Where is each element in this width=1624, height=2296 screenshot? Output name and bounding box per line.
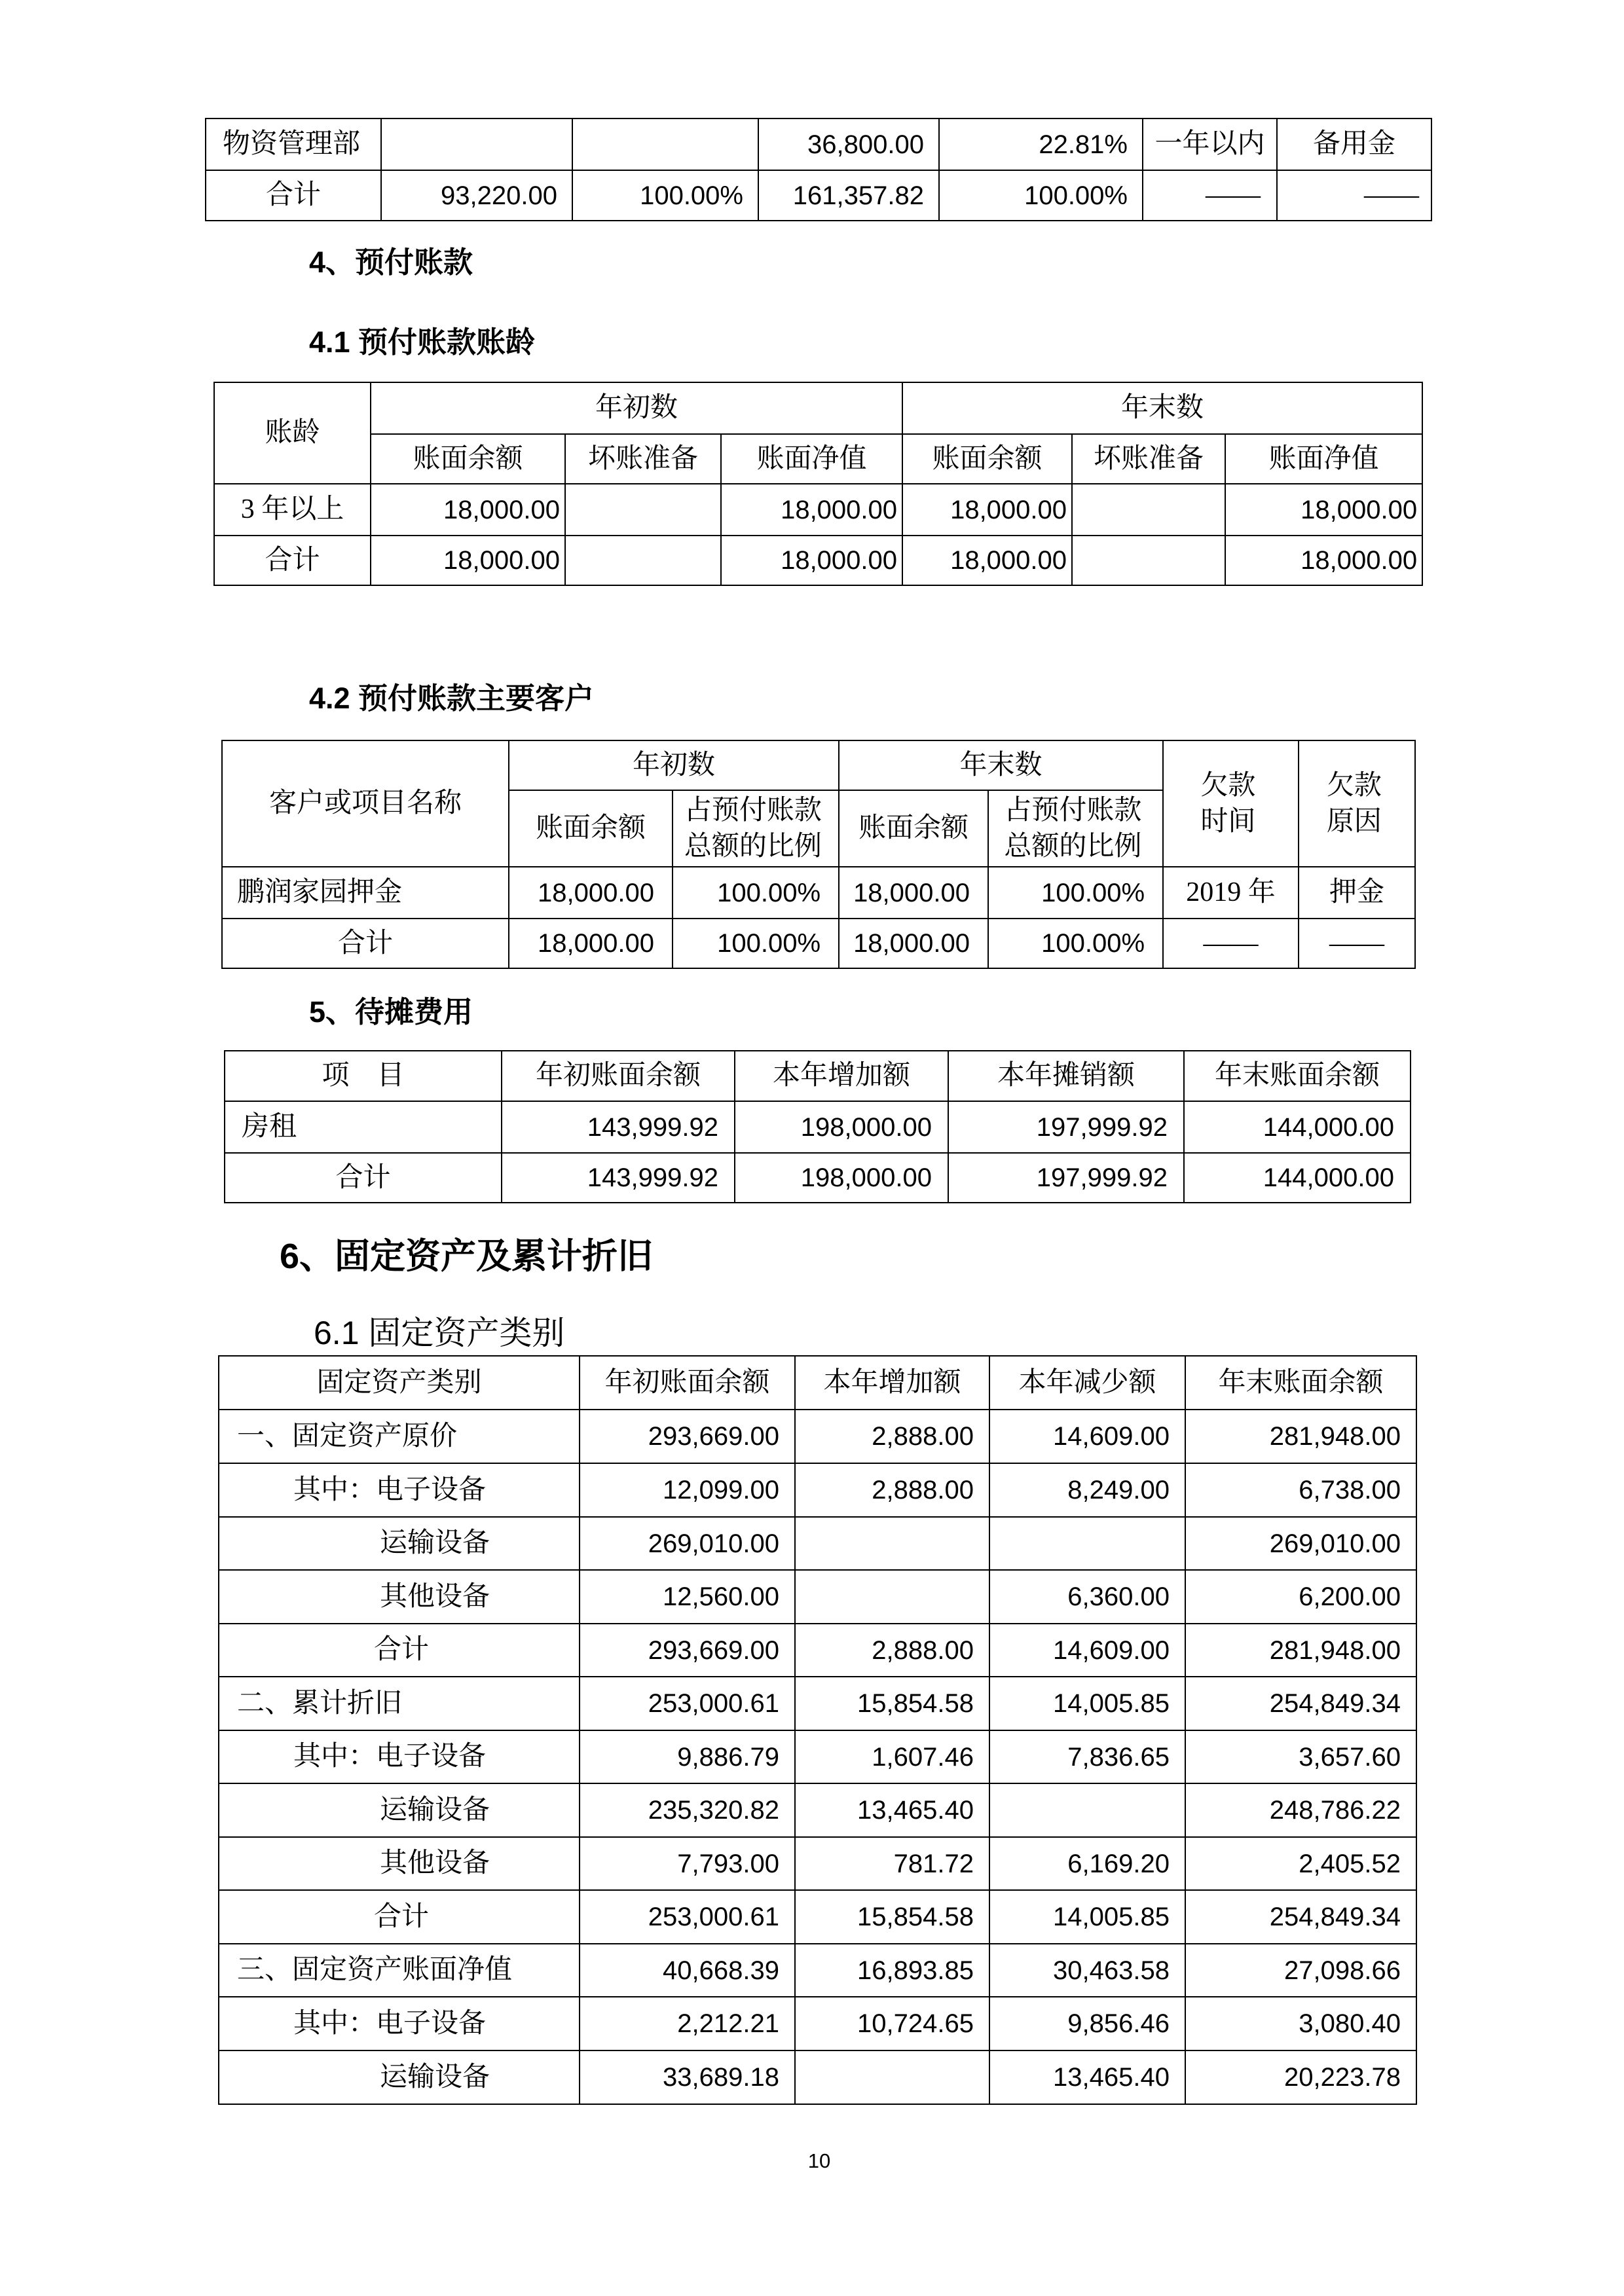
header-cell: [1299, 740, 1415, 867]
row-label: 合计: [225, 1153, 502, 1203]
data-cell: 13,465.40: [795, 1783, 989, 1837]
table-row: [219, 1783, 1416, 1837]
table-row: [206, 170, 1431, 221]
data-cell: [795, 2050, 989, 2104]
data-cell: 15,854.58: [795, 1677, 989, 1730]
table-row: [219, 1997, 1416, 2050]
header-cell: 本年减少额: [989, 1356, 1185, 1410]
header-cell: 账面余额: [509, 790, 673, 867]
data-cell: 押金: [1299, 867, 1415, 919]
data-cell: 18,000.00: [1225, 484, 1422, 536]
data-cell: 100.00%: [988, 867, 1163, 919]
data-cell: 18,000.00: [839, 867, 988, 919]
data-cell: 781.72: [795, 1837, 989, 1890]
header-cell: 客户或项目名称: [222, 740, 509, 867]
table-row: [219, 1730, 1416, 1783]
header-cell: 账面净值: [1225, 434, 1422, 484]
data-cell: 254,849.34: [1185, 1677, 1416, 1730]
data-cell: 161,357.82: [758, 170, 939, 221]
header-cell: 年初数: [371, 382, 902, 434]
table-row: [214, 484, 1422, 536]
prepayment-customers-table: [221, 740, 1416, 969]
data-cell: 40,668.39: [580, 1944, 795, 1997]
data-cell: 100.00%: [673, 867, 839, 919]
table-row: [219, 1517, 1416, 1570]
data-cell: 14,005.85: [989, 1890, 1185, 1944]
data-cell: ——: [1299, 919, 1415, 968]
data-cell: 3,657.60: [1185, 1730, 1416, 1783]
data-cell: 2,405.52: [1185, 1837, 1416, 1890]
header-row: [214, 434, 1422, 484]
data-cell: 18,000.00: [371, 484, 565, 536]
row-label: 运输设备: [219, 2050, 580, 2104]
header-cell: 账面余额: [839, 790, 988, 867]
data-cell: 36,800.00: [758, 118, 939, 170]
header-cell: 年初账面余额: [502, 1051, 735, 1101]
section-heading: 6、固定资产及累计折旧: [280, 1237, 654, 1276]
data-cell: 18,000.00: [1225, 536, 1422, 585]
data-cell: 9,856.46: [989, 1997, 1185, 2050]
row-label: 其中：电子设备: [219, 1730, 580, 1783]
table-row: [219, 1890, 1416, 1944]
header-text: 欠款时间: [1200, 770, 1256, 837]
header-row: [219, 1356, 1416, 1410]
row-label: 合计: [219, 1890, 580, 1944]
header-cell: 账面余额: [902, 434, 1072, 484]
header-cell: 年末数: [902, 382, 1422, 434]
data-cell: [1072, 484, 1225, 536]
data-cell: 100.00%: [673, 919, 839, 968]
table-row: [219, 1677, 1416, 1730]
data-cell: 2,888.00: [795, 1624, 989, 1677]
row-label: 二、累计折旧: [219, 1677, 580, 1730]
data-cell: 18,000.00: [371, 536, 565, 585]
header-cell: 项 目: [225, 1051, 502, 1101]
data-cell: 6,738.00: [1185, 1463, 1416, 1517]
row-label: 物资管理部: [206, 118, 381, 170]
header-cell: 年末数: [839, 740, 1163, 790]
data-cell: 2,888.00: [795, 1410, 989, 1463]
header-text: 占预付账款总额的比例: [1004, 795, 1142, 862]
data-cell: 18,000.00: [839, 919, 988, 968]
data-cell: 100.00%: [988, 919, 1163, 968]
data-cell: [795, 1570, 989, 1624]
data-cell: 18,000.00: [902, 484, 1072, 536]
data-cell: 18,000.00: [721, 484, 902, 536]
data-cell: 2,888.00: [795, 1463, 989, 1517]
data-cell: 248,786.22: [1185, 1783, 1416, 1837]
row-label: 合计: [219, 1624, 580, 1677]
data-cell: 18,000.00: [509, 919, 673, 968]
section-heading: 4.1 预付账款账龄: [309, 325, 536, 359]
data-cell: [572, 118, 758, 170]
header-row: [222, 740, 1415, 790]
header-cell: [988, 790, 1163, 867]
data-cell: 备用金: [1277, 118, 1431, 170]
data-cell: [989, 1783, 1185, 1837]
data-cell: 一年以内: [1143, 118, 1277, 170]
row-label: 房租: [225, 1101, 502, 1153]
data-cell: 2,212.21: [580, 1997, 795, 2050]
page-number: 10: [807, 2149, 831, 2172]
data-cell: 16,893.85: [795, 1944, 989, 1997]
data-cell: 3,080.40: [1185, 1997, 1416, 2050]
header-row: [225, 1051, 1411, 1101]
table-row: [219, 1944, 1416, 1997]
row-label: 3 年以上: [214, 484, 371, 536]
section-heading: 4.2 预付账款主要客户: [309, 682, 595, 715]
header-cell: [1163, 740, 1299, 867]
header-cell: 本年增加额: [735, 1051, 948, 1101]
data-cell: [381, 118, 572, 170]
data-cell: 293,669.00: [580, 1410, 795, 1463]
header-cell: 年末账面余额: [1185, 1356, 1416, 1410]
data-cell: [795, 1517, 989, 1570]
section-heading: 5、待摊费用: [309, 995, 473, 1029]
prepaid-expenses-table: [224, 1050, 1411, 1203]
table-row: [219, 1410, 1416, 1463]
data-cell: 27,098.66: [1185, 1944, 1416, 1997]
data-cell: 2019 年: [1163, 867, 1299, 919]
data-cell: 8,249.00: [989, 1463, 1185, 1517]
row-label: 其他设备: [219, 1837, 580, 1890]
data-cell: 235,320.82: [580, 1783, 795, 1837]
header-cell: [673, 790, 839, 867]
prepayment-aging-table: [213, 382, 1423, 586]
data-cell: 144,000.00: [1184, 1101, 1411, 1153]
data-cell: 144,000.00: [1184, 1153, 1411, 1203]
header-cell: 固定资产类别: [219, 1356, 580, 1410]
data-cell: 100.00%: [939, 170, 1143, 221]
data-cell: 281,948.00: [1185, 1410, 1416, 1463]
data-cell: 9,886.79: [580, 1730, 795, 1783]
data-cell: 7,836.65: [989, 1730, 1185, 1783]
table-row: [219, 1624, 1416, 1677]
data-cell: ——: [1143, 170, 1277, 221]
data-cell: 6,169.20: [989, 1837, 1185, 1890]
data-cell: 254,849.34: [1185, 1890, 1416, 1944]
data-cell: 12,099.00: [580, 1463, 795, 1517]
data-cell: 33,689.18: [580, 2050, 795, 2104]
header-cell: 坏账准备: [1072, 434, 1225, 484]
data-cell: ——: [1277, 170, 1431, 221]
row-label: 鹏润家园押金: [222, 867, 509, 919]
data-cell: 281,948.00: [1185, 1624, 1416, 1677]
row-label: 运输设备: [219, 1517, 580, 1570]
fixed-assets-table: [218, 1355, 1417, 2105]
header-cell: 坏账准备: [565, 434, 721, 484]
header-cell: 年末账面余额: [1184, 1051, 1411, 1101]
data-cell: 20,223.78: [1185, 2050, 1416, 2104]
data-cell: 293,669.00: [580, 1624, 795, 1677]
row-label: 其中：电子设备: [219, 1463, 580, 1517]
row-label: 运输设备: [219, 1783, 580, 1837]
data-cell: 143,999.92: [502, 1101, 735, 1153]
table-row: [219, 1463, 1416, 1517]
data-cell: 14,005.85: [989, 1677, 1185, 1730]
data-cell: 13,465.40: [989, 2050, 1185, 2104]
header-cell: 账龄: [214, 382, 371, 484]
data-cell: [565, 484, 721, 536]
data-cell: 1,607.46: [795, 1730, 989, 1783]
table-row: [219, 1570, 1416, 1624]
data-cell: 100.00%: [572, 170, 758, 221]
data-cell: 15,854.58: [795, 1890, 989, 1944]
data-cell: 143,999.92: [502, 1153, 735, 1203]
subsection-heading: 6.1 固定资产类别: [314, 1315, 565, 1351]
header-row: [214, 382, 1422, 434]
header-cell: 年初数: [509, 740, 839, 790]
data-cell: 14,609.00: [989, 1624, 1185, 1677]
table-row: [219, 1837, 1416, 1890]
table-row: [225, 1153, 1411, 1203]
row-label: 合计: [206, 170, 381, 221]
header-cell: 账面余额: [371, 434, 565, 484]
row-label: 其他设备: [219, 1570, 580, 1624]
header-text: 占预付账款总额的比例: [684, 795, 822, 862]
data-cell: 18,000.00: [509, 867, 673, 919]
data-cell: 7,793.00: [580, 1837, 795, 1890]
data-cell: 93,220.00: [381, 170, 572, 221]
data-cell: 198,000.00: [735, 1101, 948, 1153]
data-cell: 253,000.61: [580, 1890, 795, 1944]
data-cell: 269,010.00: [580, 1517, 795, 1570]
data-cell: [989, 1517, 1185, 1570]
data-cell: 197,999.92: [948, 1153, 1184, 1203]
table-row: [222, 919, 1415, 968]
data-cell: 22.81%: [939, 118, 1143, 170]
data-cell: 18,000.00: [721, 536, 902, 585]
data-cell: [1072, 536, 1225, 585]
table-row: [206, 118, 1431, 170]
header-cell: 年初账面余额: [580, 1356, 795, 1410]
table-row: [214, 536, 1422, 585]
row-label: 合计: [222, 919, 509, 968]
data-cell: 12,560.00: [580, 1570, 795, 1624]
data-cell: 269,010.00: [1185, 1517, 1416, 1570]
data-cell: 14,609.00: [989, 1410, 1185, 1463]
header-text: 欠款原因: [1326, 770, 1382, 837]
row-label: 三、固定资产账面净值: [219, 1944, 580, 1997]
header-cell: 本年摊销额: [948, 1051, 1184, 1101]
data-cell: [565, 536, 721, 585]
table-row: [222, 867, 1415, 919]
row-label: 一、固定资产原价: [219, 1410, 580, 1463]
data-cell: 6,200.00: [1185, 1570, 1416, 1624]
table-row: [219, 2050, 1416, 2104]
data-cell: ——: [1163, 919, 1299, 968]
table-row: [225, 1101, 1411, 1153]
data-cell: 18,000.00: [902, 536, 1072, 585]
other-receivables-table-continued: [205, 118, 1432, 221]
section-heading: 4、预付账款: [309, 246, 473, 279]
data-cell: 6,360.00: [989, 1570, 1185, 1624]
data-cell: 30,463.58: [989, 1944, 1185, 1997]
data-cell: 198,000.00: [735, 1153, 948, 1203]
data-cell: 253,000.61: [580, 1677, 795, 1730]
row-label: 其中：电子设备: [219, 1997, 580, 2050]
data-cell: 10,724.65: [795, 1997, 989, 2050]
header-cell: 本年增加额: [795, 1356, 989, 1410]
data-cell: 197,999.92: [948, 1101, 1184, 1153]
row-label: 合计: [214, 536, 371, 585]
header-cell: 账面净值: [721, 434, 902, 484]
